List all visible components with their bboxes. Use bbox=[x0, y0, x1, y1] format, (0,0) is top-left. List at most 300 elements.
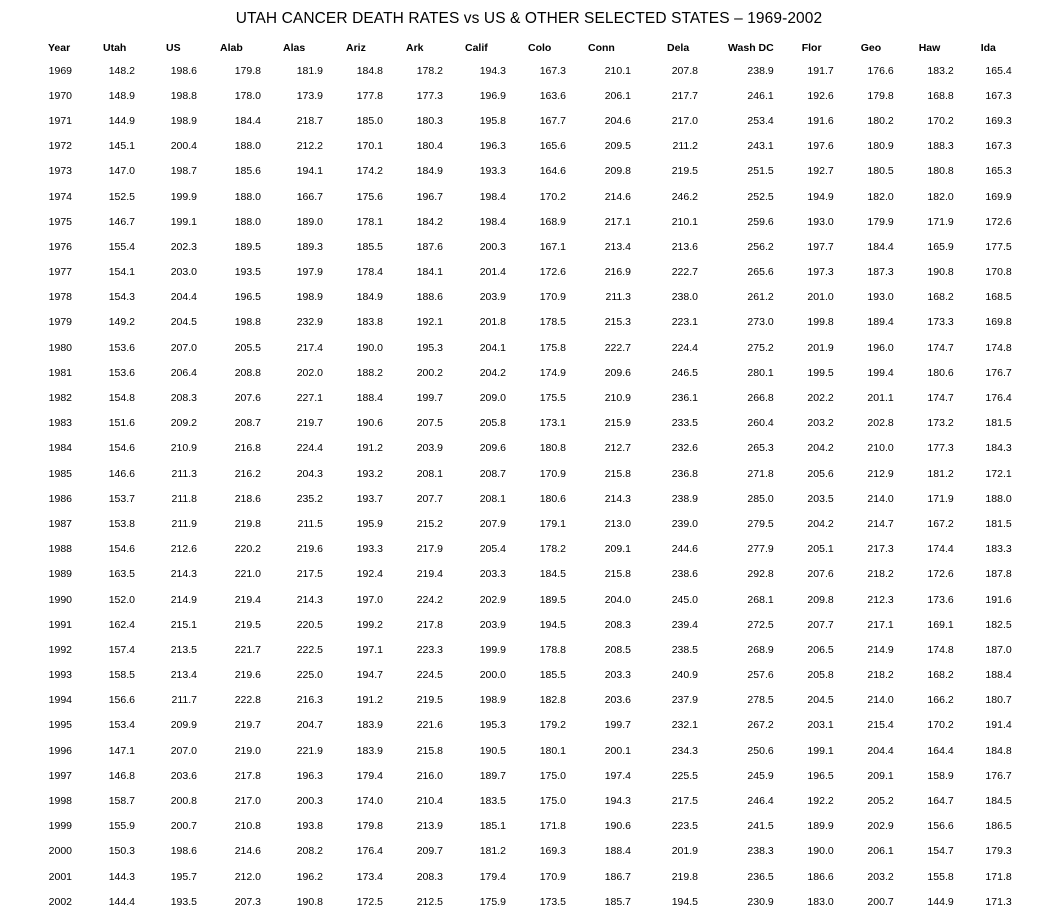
rate-cell: 206.1 bbox=[604, 89, 631, 102]
rate-cell: 271.8 bbox=[747, 467, 774, 480]
rate-cell: 212.9 bbox=[867, 467, 894, 480]
rate-cell: 146.8 bbox=[108, 769, 135, 782]
rate-cell: 205.5 bbox=[234, 341, 261, 354]
table-row bbox=[30, 436, 1012, 461]
rate-cell: 213.0 bbox=[604, 517, 631, 530]
rate-cell: 199.9 bbox=[479, 643, 506, 656]
rate-cell: 273.0 bbox=[747, 316, 774, 329]
rate-cell: 169.3 bbox=[539, 845, 566, 858]
rate-cell: 178.2 bbox=[539, 543, 566, 556]
table-row bbox=[30, 335, 1012, 360]
rate-cell: 190.8 bbox=[296, 895, 323, 908]
rate-cell: 265.3 bbox=[747, 442, 774, 455]
cancer-death-rates-table bbox=[30, 38, 1012, 914]
rate-cell: 179.9 bbox=[867, 215, 894, 228]
rate-cell: 156.6 bbox=[927, 820, 954, 833]
year-cell: 1998 bbox=[48, 795, 72, 808]
rate-cell: 165.6 bbox=[539, 140, 566, 153]
rate-cell: 153.4 bbox=[108, 719, 135, 732]
rate-cell: 185.0 bbox=[356, 114, 383, 127]
rate-cell: 238.0 bbox=[671, 291, 698, 304]
rate-cell: 179.8 bbox=[356, 820, 383, 833]
rate-cell: 238.5 bbox=[671, 643, 698, 656]
rate-cell: 203.3 bbox=[479, 568, 506, 581]
column-header-flor: Flor bbox=[801, 42, 822, 54]
rate-cell: 186.6 bbox=[807, 870, 834, 883]
year-cell: 1989 bbox=[48, 568, 72, 581]
rate-cell: 219.5 bbox=[671, 165, 698, 178]
rate-cell: 179.4 bbox=[356, 769, 383, 782]
rate-cell: 217.5 bbox=[671, 795, 698, 808]
rate-cell: 163.5 bbox=[108, 568, 135, 581]
rate-cell: 211.5 bbox=[297, 517, 323, 530]
table-body bbox=[30, 58, 1012, 914]
rate-cell: 196.5 bbox=[807, 769, 834, 782]
rate-cell: 180.6 bbox=[927, 366, 954, 379]
rate-cell: 185.7 bbox=[604, 895, 631, 908]
rate-cell: 193.0 bbox=[867, 291, 894, 304]
rate-cell: 176.4 bbox=[985, 392, 1012, 405]
table-row bbox=[30, 58, 1012, 83]
rate-cell: 184.5 bbox=[539, 568, 566, 581]
rate-cell: 235.2 bbox=[296, 492, 323, 505]
rate-cell: 193.7 bbox=[356, 492, 383, 505]
rate-cell: 203.3 bbox=[604, 669, 631, 682]
rate-cell: 181.9 bbox=[296, 64, 323, 77]
rate-cell: 170.2 bbox=[539, 190, 566, 203]
rate-cell: 185.6 bbox=[234, 165, 261, 178]
rate-cell: 154.6 bbox=[108, 442, 135, 455]
rate-cell: 217.8 bbox=[416, 618, 443, 631]
rate-cell: 227.1 bbox=[296, 392, 323, 405]
rate-cell: 164.6 bbox=[539, 165, 566, 178]
rate-cell: 206.1 bbox=[867, 845, 894, 858]
rate-cell: 183.0 bbox=[807, 895, 834, 908]
rate-cell: 202.8 bbox=[867, 417, 894, 430]
rate-cell: 188.3 bbox=[927, 140, 954, 153]
rate-cell: 221.9 bbox=[296, 744, 323, 757]
rate-cell: 183.9 bbox=[356, 719, 383, 732]
table-row bbox=[30, 612, 1012, 637]
rate-cell: 184.8 bbox=[356, 64, 383, 77]
rate-cell: 194.5 bbox=[671, 895, 698, 908]
rate-cell: 236.5 bbox=[747, 870, 774, 883]
rate-cell: 199.1 bbox=[170, 215, 197, 228]
rate-cell: 200.0 bbox=[479, 669, 506, 682]
rate-cell: 195.7 bbox=[170, 870, 197, 883]
rate-cell: 184.5 bbox=[985, 795, 1012, 808]
rate-cell: 174.7 bbox=[927, 341, 954, 354]
rate-cell: 224.4 bbox=[296, 442, 323, 455]
rate-cell: 178.1 bbox=[356, 215, 383, 228]
rate-cell: 219.6 bbox=[234, 669, 261, 682]
year-cell: 1981 bbox=[48, 366, 72, 379]
rate-cell: 268.1 bbox=[747, 593, 774, 606]
rate-cell: 217.8 bbox=[234, 769, 261, 782]
rate-cell: 217.5 bbox=[296, 568, 323, 581]
rate-cell: 172.6 bbox=[539, 266, 566, 279]
rate-cell: 243.1 bbox=[747, 140, 774, 153]
rate-cell: 187.3 bbox=[867, 266, 894, 279]
table-row bbox=[30, 713, 1012, 738]
year-cell: 1988 bbox=[48, 543, 72, 556]
rate-cell: 208.7 bbox=[234, 417, 261, 430]
rate-cell: 170.1 bbox=[356, 140, 383, 153]
rate-cell: 204.0 bbox=[604, 593, 631, 606]
rate-cell: 216.2 bbox=[234, 467, 261, 480]
rate-cell: 219.4 bbox=[416, 568, 443, 581]
rate-cell: 203.1 bbox=[807, 719, 834, 732]
year-cell: 1985 bbox=[48, 467, 72, 480]
rate-cell: 163.6 bbox=[539, 89, 566, 102]
rate-cell: 215.3 bbox=[604, 316, 631, 329]
rate-cell: 193.3 bbox=[356, 543, 383, 556]
rate-cell: 209.8 bbox=[807, 593, 834, 606]
rate-cell: 214.6 bbox=[234, 845, 261, 858]
rate-cell: 196.9 bbox=[479, 89, 506, 102]
rate-cell: 220.2 bbox=[234, 543, 261, 556]
rate-cell: 174.8 bbox=[927, 643, 954, 656]
rate-cell: 218.7 bbox=[296, 114, 323, 127]
rate-cell: 260.4 bbox=[747, 417, 774, 430]
rate-cell: 207.6 bbox=[234, 392, 261, 405]
rate-cell: 167.3 bbox=[985, 89, 1012, 102]
column-header-calif: Calif bbox=[465, 42, 488, 54]
rate-cell: 184.9 bbox=[416, 165, 443, 178]
column-header-geo: Geo bbox=[860, 42, 882, 54]
table-row bbox=[30, 562, 1012, 587]
rate-cell: 154.6 bbox=[108, 543, 135, 556]
rate-cell: 180.4 bbox=[416, 140, 443, 153]
rate-cell: 224.4 bbox=[671, 341, 698, 354]
table-row bbox=[30, 260, 1012, 285]
rate-cell: 211.3 bbox=[605, 291, 631, 304]
rate-cell: 236.1 bbox=[671, 392, 698, 405]
rate-cell: 193.5 bbox=[234, 266, 261, 279]
rate-cell: 222.7 bbox=[671, 266, 698, 279]
rate-cell: 179.8 bbox=[867, 89, 894, 102]
rate-cell: 167.1 bbox=[539, 240, 566, 253]
table-row bbox=[30, 637, 1012, 662]
rate-cell: 144.9 bbox=[927, 895, 954, 908]
rate-cell: 218.6 bbox=[234, 492, 261, 505]
rate-cell: 252.5 bbox=[747, 190, 774, 203]
rate-cell: 199.8 bbox=[807, 316, 834, 329]
rate-cell: 238.3 bbox=[747, 845, 774, 858]
rate-cell: 225.0 bbox=[296, 669, 323, 682]
rate-cell: 175.6 bbox=[356, 190, 383, 203]
table-row bbox=[30, 763, 1012, 788]
rate-cell: 201.9 bbox=[807, 341, 834, 354]
rate-cell: 213.6 bbox=[671, 240, 698, 253]
rate-cell: 152.5 bbox=[108, 190, 135, 203]
rate-cell: 190.0 bbox=[807, 845, 834, 858]
rate-cell: 158.7 bbox=[108, 795, 135, 808]
rate-cell: 180.7 bbox=[985, 694, 1012, 707]
rate-cell: 198.4 bbox=[479, 190, 506, 203]
rate-cell: 213.9 bbox=[416, 820, 443, 833]
rate-cell: 196.3 bbox=[296, 769, 323, 782]
rate-cell: 198.9 bbox=[296, 291, 323, 304]
column-header-dela: Dela bbox=[667, 42, 690, 54]
rate-cell: 187.8 bbox=[985, 568, 1012, 581]
rate-cell: 245.9 bbox=[747, 769, 774, 782]
rate-cell: 181.2 bbox=[927, 467, 954, 480]
rate-cell: 148.2 bbox=[108, 64, 135, 77]
rate-cell: 188.4 bbox=[985, 669, 1012, 682]
rate-cell: 199.2 bbox=[356, 618, 383, 631]
rate-cell: 217.4 bbox=[296, 341, 323, 354]
rate-cell: 197.0 bbox=[356, 593, 383, 606]
rate-cell: 234.3 bbox=[671, 744, 698, 757]
table-row bbox=[30, 411, 1012, 436]
rate-cell: 146.6 bbox=[108, 467, 135, 480]
rate-cell: 170.2 bbox=[927, 114, 954, 127]
rate-cell: 277.9 bbox=[747, 543, 774, 556]
rate-cell: 215.8 bbox=[604, 467, 631, 480]
rate-cell: 175.8 bbox=[539, 341, 566, 354]
year-cell: 1984 bbox=[48, 442, 72, 455]
rate-cell: 191.2 bbox=[356, 694, 383, 707]
rate-cell: 207.8 bbox=[671, 64, 698, 77]
rate-cell: 210.8 bbox=[234, 820, 261, 833]
rate-cell: 207.0 bbox=[170, 341, 197, 354]
year-cell: 1977 bbox=[48, 266, 72, 279]
year-cell: 1974 bbox=[48, 190, 72, 203]
rate-cell: 182.0 bbox=[927, 190, 954, 203]
year-cell: 1969 bbox=[48, 64, 72, 77]
rate-cell: 224.2 bbox=[416, 593, 443, 606]
year-cell: 1995 bbox=[48, 719, 72, 732]
rate-cell: 194.9 bbox=[807, 190, 834, 203]
rate-cell: 144.3 bbox=[108, 870, 135, 883]
rate-cell: 199.4 bbox=[867, 366, 894, 379]
year-cell: 1986 bbox=[48, 492, 72, 505]
rate-cell: 173.2 bbox=[927, 417, 954, 430]
table-row bbox=[30, 537, 1012, 562]
rate-cell: 225.5 bbox=[671, 769, 698, 782]
year-cell: 2001 bbox=[48, 870, 72, 883]
rate-cell: 167.3 bbox=[985, 140, 1012, 153]
rate-cell: 272.5 bbox=[747, 618, 774, 631]
rate-cell: 203.2 bbox=[807, 417, 834, 430]
rate-cell: 192.4 bbox=[356, 568, 383, 581]
table-row bbox=[30, 134, 1012, 159]
rate-cell: 203.5 bbox=[807, 492, 834, 505]
rate-cell: 280.1 bbox=[747, 366, 774, 379]
rate-cell: 202.0 bbox=[296, 366, 323, 379]
rate-cell: 214.6 bbox=[604, 190, 631, 203]
table-row bbox=[30, 663, 1012, 688]
rate-cell: 285.0 bbox=[747, 492, 774, 505]
rate-cell: 199.7 bbox=[604, 719, 631, 732]
rate-cell: 266.8 bbox=[747, 392, 774, 405]
table-row bbox=[30, 511, 1012, 536]
rate-cell: 178.4 bbox=[356, 266, 383, 279]
rate-cell: 209.9 bbox=[170, 719, 197, 732]
table-row bbox=[30, 159, 1012, 184]
table-row bbox=[30, 209, 1012, 234]
rate-cell: 184.2 bbox=[416, 215, 443, 228]
rate-cell: 182.5 bbox=[985, 618, 1012, 631]
rate-cell: 194.7 bbox=[356, 669, 383, 682]
rate-cell: 197.7 bbox=[807, 240, 834, 253]
rate-cell: 214.0 bbox=[867, 492, 894, 505]
rate-cell: 202.3 bbox=[170, 240, 197, 253]
rate-cell: 199.7 bbox=[416, 392, 443, 405]
rate-cell: 203.9 bbox=[479, 618, 506, 631]
rate-cell: 197.4 bbox=[604, 769, 631, 782]
rate-cell: 151.6 bbox=[108, 417, 135, 430]
rate-cell: 213.5 bbox=[170, 643, 197, 656]
header-row bbox=[30, 38, 1012, 58]
rate-cell: 166.2 bbox=[927, 694, 954, 707]
rate-cell: 168.5 bbox=[985, 291, 1012, 304]
column-header-haw: Haw bbox=[918, 42, 941, 54]
rate-cell: 205.8 bbox=[807, 669, 834, 682]
rate-cell: 155.8 bbox=[927, 870, 954, 883]
rate-cell: 176.4 bbox=[356, 845, 383, 858]
rate-cell: 173.9 bbox=[296, 89, 323, 102]
rate-cell: 219.5 bbox=[416, 694, 443, 707]
rate-cell: 168.2 bbox=[927, 669, 954, 682]
table-row bbox=[30, 486, 1012, 511]
rate-cell: 221.6 bbox=[416, 719, 443, 732]
rate-cell: 199.5 bbox=[807, 366, 834, 379]
rate-cell: 176.7 bbox=[985, 769, 1012, 782]
rate-cell: 191.6 bbox=[807, 114, 834, 127]
rate-cell: 167.3 bbox=[539, 64, 566, 77]
rate-cell: 203.6 bbox=[170, 769, 197, 782]
year-cell: 1971 bbox=[48, 114, 72, 127]
rate-cell: 214.9 bbox=[867, 643, 894, 656]
rate-cell: 208.8 bbox=[234, 366, 261, 379]
rate-cell: 174.9 bbox=[539, 366, 566, 379]
rate-cell: 181.5 bbox=[985, 517, 1012, 530]
rate-cell: 190.5 bbox=[479, 744, 506, 757]
rate-cell: 197.6 bbox=[807, 140, 834, 153]
rate-cell: 180.3 bbox=[416, 114, 443, 127]
rate-cell: 265.6 bbox=[747, 266, 774, 279]
rate-cell: 202.2 bbox=[807, 392, 834, 405]
rate-cell: 147.0 bbox=[108, 165, 135, 178]
rate-cell: 158.5 bbox=[108, 669, 135, 682]
rate-cell: 251.5 bbox=[747, 165, 774, 178]
rate-cell: 239.0 bbox=[671, 517, 698, 530]
rate-cell: 209.1 bbox=[867, 769, 894, 782]
rate-cell: 175.5 bbox=[539, 392, 566, 405]
year-cell: 1983 bbox=[48, 417, 72, 430]
rate-cell: 175.0 bbox=[539, 769, 566, 782]
rate-cell: 206.4 bbox=[170, 366, 197, 379]
rate-cell: 246.1 bbox=[747, 89, 774, 102]
rate-cell: 207.6 bbox=[807, 568, 834, 581]
rate-cell: 204.3 bbox=[296, 467, 323, 480]
rate-cell: 210.4 bbox=[416, 795, 443, 808]
rate-cell: 244.6 bbox=[671, 543, 698, 556]
rate-cell: 165.3 bbox=[985, 165, 1012, 178]
column-header-ark: Ark bbox=[406, 42, 424, 54]
rate-cell: 217.0 bbox=[234, 795, 261, 808]
rate-cell: 238.9 bbox=[747, 64, 774, 77]
rate-cell: 214.9 bbox=[170, 593, 197, 606]
rate-cell: 203.9 bbox=[416, 442, 443, 455]
rate-cell: 239.4 bbox=[671, 618, 698, 631]
rate-cell: 208.3 bbox=[604, 618, 631, 631]
rate-cell: 223.1 bbox=[671, 316, 698, 329]
rate-cell: 190.8 bbox=[927, 266, 954, 279]
rate-cell: 209.0 bbox=[479, 392, 506, 405]
rate-cell: 205.1 bbox=[807, 543, 834, 556]
rate-cell: 204.5 bbox=[170, 316, 197, 329]
rate-cell: 170.9 bbox=[539, 467, 566, 480]
year-cell: 1978 bbox=[48, 291, 72, 304]
rate-cell: 209.5 bbox=[604, 140, 631, 153]
rate-cell: 200.3 bbox=[479, 240, 506, 253]
rate-cell: 240.9 bbox=[671, 669, 698, 682]
rate-cell: 189.0 bbox=[296, 215, 323, 228]
year-cell: 1994 bbox=[48, 694, 72, 707]
rate-cell: 173.3 bbox=[927, 316, 954, 329]
rate-cell: 232.6 bbox=[671, 442, 698, 455]
rate-cell: 202.9 bbox=[867, 820, 894, 833]
rate-cell: 190.6 bbox=[604, 820, 631, 833]
rate-cell: 201.4 bbox=[479, 266, 506, 279]
column-header-year: Year bbox=[48, 42, 71, 54]
rate-cell: 209.6 bbox=[604, 366, 631, 379]
rate-cell: 204.4 bbox=[170, 291, 197, 304]
rate-cell: 230.9 bbox=[747, 895, 774, 908]
rate-cell: 208.1 bbox=[479, 492, 506, 505]
rate-cell: 189.5 bbox=[234, 240, 261, 253]
rate-cell: 200.2 bbox=[416, 366, 443, 379]
rate-cell: 214.7 bbox=[867, 517, 894, 530]
rate-cell: 173.5 bbox=[539, 895, 566, 908]
rate-cell: 195.8 bbox=[479, 114, 506, 127]
rate-cell: 168.8 bbox=[927, 89, 954, 102]
table-row bbox=[30, 83, 1012, 108]
rate-cell: 212.0 bbox=[234, 870, 261, 883]
rate-cell: 164.7 bbox=[927, 795, 954, 808]
rate-cell: 189.3 bbox=[296, 240, 323, 253]
rate-cell: 184.4 bbox=[234, 114, 261, 127]
rate-cell: 245.0 bbox=[671, 593, 698, 606]
rate-cell: 176.7 bbox=[985, 366, 1012, 379]
rate-cell: 218.2 bbox=[867, 568, 894, 581]
rate-cell: 172.6 bbox=[985, 215, 1012, 228]
rate-cell: 180.2 bbox=[867, 114, 894, 127]
table-row bbox=[30, 285, 1012, 310]
rate-cell: 210.0 bbox=[867, 442, 894, 455]
rate-cell: 184.1 bbox=[416, 266, 443, 279]
rate-cell: 188.0 bbox=[234, 140, 261, 153]
rate-cell: 217.0 bbox=[671, 114, 698, 127]
table-row bbox=[30, 587, 1012, 612]
rate-cell: 179.2 bbox=[539, 719, 566, 732]
rate-cell: 198.6 bbox=[170, 64, 197, 77]
rate-cell: 172.5 bbox=[356, 895, 383, 908]
table-row bbox=[30, 864, 1012, 889]
rate-cell: 180.1 bbox=[539, 744, 566, 757]
rate-cell: 219.7 bbox=[296, 417, 323, 430]
rate-cell: 268.9 bbox=[747, 643, 774, 656]
rate-cell: 190.6 bbox=[356, 417, 383, 430]
rate-cell: 200.3 bbox=[296, 795, 323, 808]
rate-cell: 213.4 bbox=[170, 669, 197, 682]
rate-cell: 177.3 bbox=[416, 89, 443, 102]
column-header-ida: Ida bbox=[980, 42, 996, 54]
rate-cell: 171.8 bbox=[985, 870, 1012, 883]
